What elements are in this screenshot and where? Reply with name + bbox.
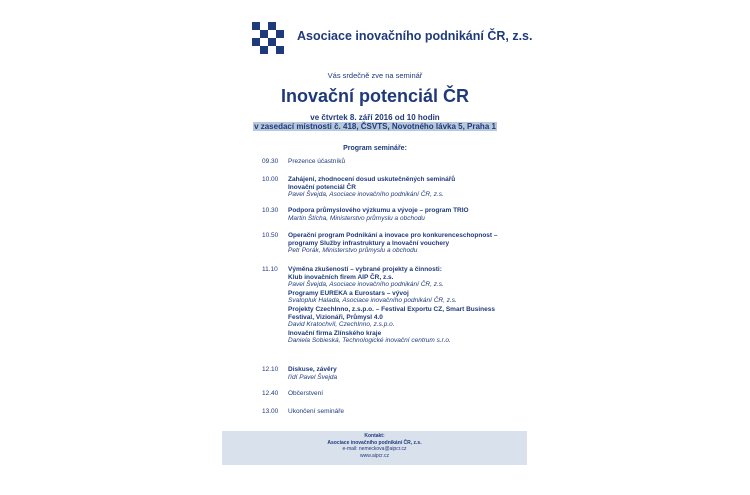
agenda-topic: Občerstvení <box>288 390 324 397</box>
agenda-speaker: David Kratochvíl, CzechInno, z.s.p.o. <box>288 321 395 329</box>
agenda-speaker: Svatopluk Halada, Asociace inovačního podnikání ČR, z.s. <box>288 297 457 305</box>
agenda-body <box>288 176 532 199</box>
agenda-topic: Prezence účastníků <box>288 158 346 165</box>
agenda-topic: Festival, Vizionáři, Průmysl 4.0 <box>288 313 383 321</box>
agenda-speaker: řídí Pavel Švejda <box>288 373 338 381</box>
agenda-body <box>288 158 532 166</box>
agenda-speaker: Pavel Švejda, Asociace inovačního podnikání ČR, z.s. <box>288 281 444 289</box>
agenda-speaker: Daniela Sobieská, Technologické inovační centrum s.r.o. <box>288 337 451 345</box>
agenda-speaker: Pavel Švejda, Asociace inovačního podnikání ČR, z.s. <box>288 191 444 199</box>
invite-line: Vás srdečně zve na seminář <box>327 71 423 80</box>
seminar-venue <box>0 122 750 131</box>
agenda-topic: Programy EUREKA a Eurostars – vývoj <box>288 289 409 297</box>
agenda-topic: Inovační firma Zlínského kraje <box>288 329 382 337</box>
agenda-body <box>288 366 532 381</box>
agenda-time: 10.00 <box>262 176 279 183</box>
agenda-topic: programy Služby infrastruktury a Inovační vouchery <box>288 239 450 247</box>
agenda-topic: Zahájení, zhodnocení dosud uskutečněných seminářů <box>288 176 456 183</box>
venue-highlight: v zasedací místnosti č. 418, ČSVTS, Novotného lávka 5, Praha 1 <box>254 122 496 131</box>
agenda-time: 13.00 <box>262 408 279 415</box>
agenda-time: 12.40 <box>262 390 279 397</box>
agenda-topic: Podpora průmyslového výzkumu a vývoje – program TRIO <box>288 207 469 214</box>
agenda-body <box>288 390 532 398</box>
agenda-speaker: Martin Štícha, Ministerstvo průmyslu a obchodu <box>288 214 425 222</box>
agenda-body <box>288 408 532 416</box>
organization-name: Asociace inovačního podnikání ČR, z.s. <box>297 29 533 43</box>
program-heading: Program semináře: <box>343 145 407 152</box>
agenda-topic: Projekty CzechInno, z.s.p.o. – Festival Exportu CZ, Smart Business <box>288 305 495 313</box>
agenda-time: 10.30 <box>262 207 279 214</box>
agenda-topic: Ukončení semináře <box>288 408 344 415</box>
agenda-body <box>288 266 532 345</box>
agenda-body <box>288 232 532 255</box>
agenda-time: 12.10 <box>262 366 279 373</box>
agenda-time: 11.10 <box>262 266 278 273</box>
agenda-body <box>288 207 532 222</box>
agenda-speaker: Petr Porák, Ministerstvo průmyslu a obchodu <box>288 247 418 255</box>
contact-web: www.aipcr.cz <box>360 452 389 459</box>
agenda-topic: Klub inovačních firem AIP ČR, z.s. <box>288 273 394 281</box>
checker-logo-icon <box>252 22 286 56</box>
agenda-time: 09.30 <box>262 158 279 165</box>
contact-email: e-mail: nemeckova@aipcr.cz <box>342 446 407 453</box>
agenda-topic: Inovační potenciál ČR <box>288 183 356 191</box>
seminar-title: Inovační potenciál ČR <box>280 86 470 106</box>
agenda-time: 10.50 <box>262 232 279 239</box>
contact-org: Asociace inovačního podnikání ČR, z.s. <box>327 439 422 446</box>
agenda-topic: Diskuse, závěry <box>288 366 337 373</box>
seminar-date: ve čtvrtek 8. září 2016 od 10 hodin <box>310 113 440 122</box>
agenda-topic: Operační program Podnikání a inovace pro konkurenceschopnost – <box>288 232 498 239</box>
agenda-topic: Výměna zkušeností – vybrané projekty a činnosti: <box>288 266 442 273</box>
contact-heading: Kontakt: <box>364 433 385 439</box>
contact-footer <box>222 431 527 465</box>
